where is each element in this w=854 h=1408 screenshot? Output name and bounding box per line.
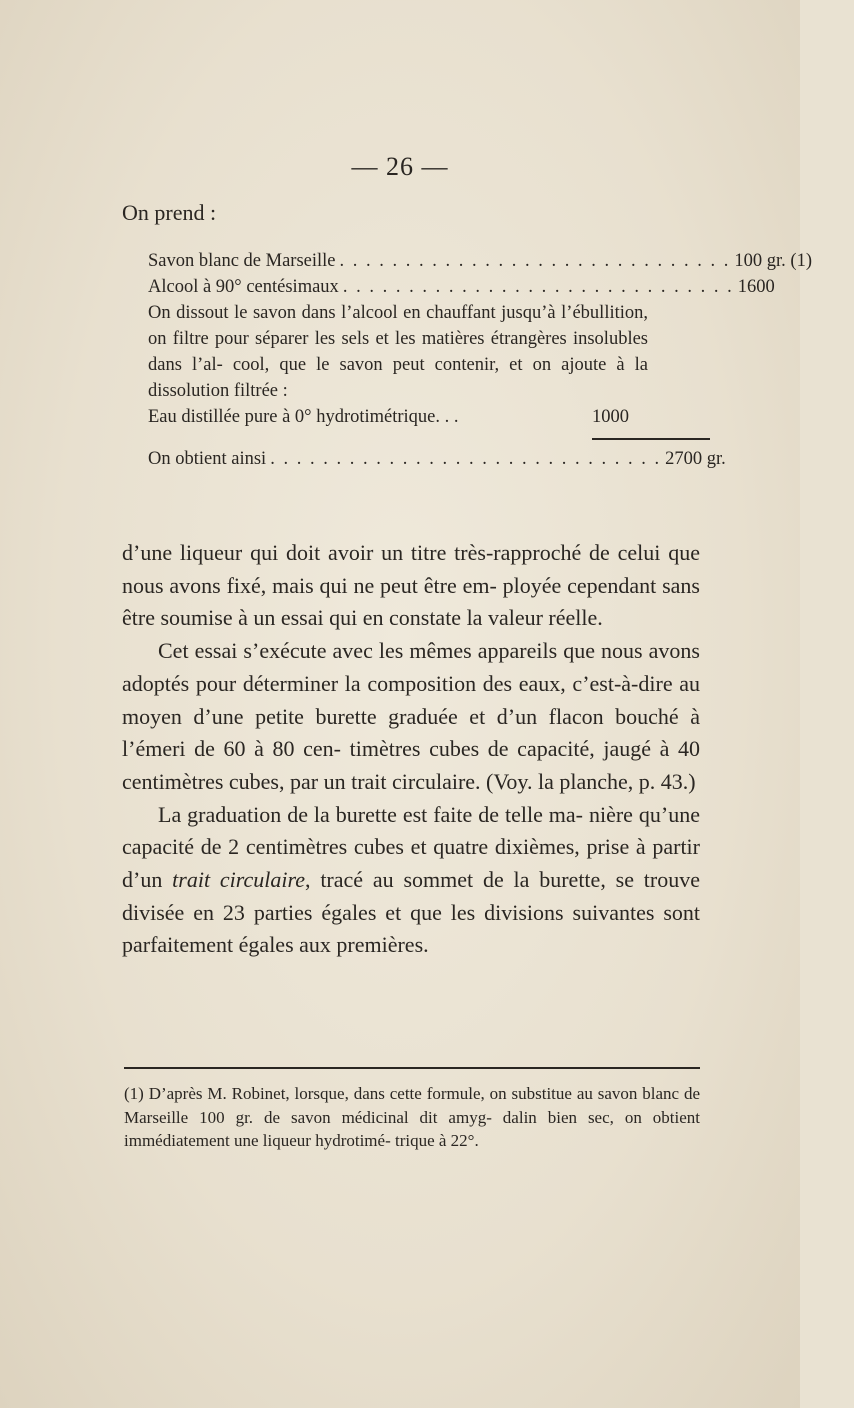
recipe-row-alcohol [148,274,775,300]
recipe-row-total [148,446,726,472]
recipe-item-qty: 100 gr. (1) [734,251,812,271]
recipe-block [148,248,812,472]
recipe-item-label: Alcool à 90° centésimaux [148,277,339,297]
recipe-total-qty: 2700 gr. [665,449,726,469]
paragraph-3-end: , tracé au sommet de la burette, se trouve divisée en 23 parties égales et que les divisions suivantes sont parfaitement égales aux premières. [122,867,700,958]
paragraph-3-italic: trait circulaire [172,867,305,893]
footnote-rule [124,1067,700,1069]
recipe-item-label: Savon blanc de Marseille [148,251,336,271]
recipe-row-soap [148,248,812,274]
page-number: — 26 — [351,152,449,181]
recipe-item-qty: 1600 [737,277,775,297]
intro-line: On prend : [122,200,217,225]
recipe-item-label: Eau distillée pure à 0° hydrotimétrique. . . [148,407,459,427]
recipe-item-qty: 1000 [592,407,629,427]
paragraph-2: Cet essai s’exécute avec les mêmes appareils que nous avons adoptés pour déterminer la composition des eaux, c’est-à-dire au moyen d’une petite burette graduée et d’un flacon bouché à l’émeri de 60 à 80 cen- timètres cubes de capacité, jaugé à 40 centimètres cubes, par un trait circulaire. (Voy. la planche, p. 43.) [122,638,700,794]
recipe-row-water [148,404,708,430]
recipe-instructions: On dissout le savon dans l’alcool en chauffant jusqu’à l’ébullition, on filtre pour séparer les sels et les matières étrangères insolubles dans l’al- cool, que le savon peut contenir, et on ajoute à la dissolution filtrée : [148,303,648,401]
paragraph-3-start: La graduation de la burette est faite de telle ma- nière qu’une capacité de 2 centimètres cubes et quatre dixièmes, prise à partir d’un [122,801,700,893]
paragraph-1: d’une liqueur qui doit avoir un titre très-rapproché de celui que nous avons fixé, mais qui ne peut être em- ployée cependant sans être soumise à un essai qui en constate la valeur réelle. [122,540,700,631]
sum-line [592,438,710,440]
recipe-total-label: On obtient ainsi [148,449,267,469]
paragraph-3 [122,799,700,963]
dot-leader: . . . . . . . . . . . . . . . . . . . . . . . . . . . . . . [270,449,662,469]
footnote: (1) D’après M. Robinet, lorsque, dans cette formule, on substitue au savon blanc de Marseille 100 gr. de savon médicinal dit amyg- dalin bien sec, on obtient immédiatement une liqueur hydrotimé- trique à 22°. [124,1084,700,1150]
sum-rule [148,430,708,446]
dot-leader: . . . . . . . . . . . . . . . . . . . . . . . . . . . . . . [339,251,731,271]
body-text [122,537,700,962]
dot-leader: . . . . . . . . . . . . . . . . . . . . . . . . . . . . . . [342,277,734,297]
